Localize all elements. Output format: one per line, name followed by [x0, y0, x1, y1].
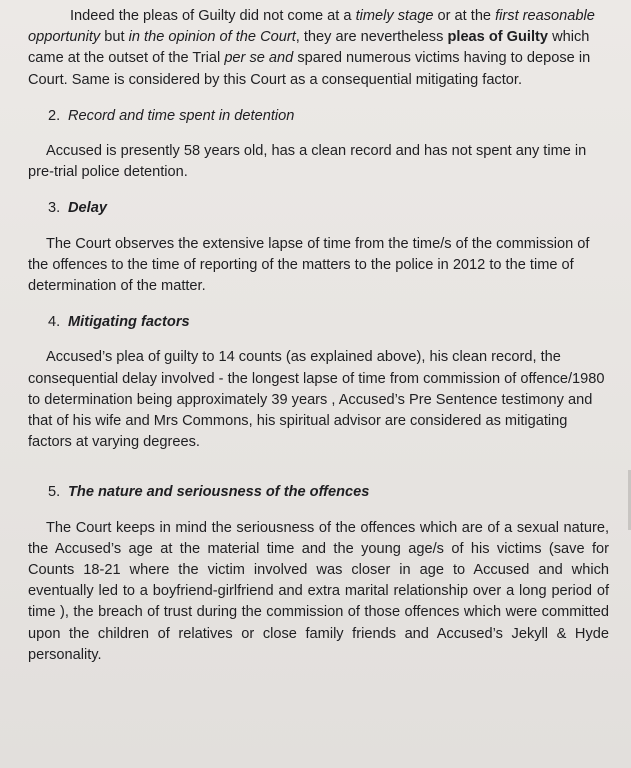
section-number: 3.	[48, 200, 61, 217]
p1-italic-per-se: per se and	[224, 50, 294, 67]
paragraph-guilty-pleas	[28, 6, 609, 91]
paragraph-mitigating: Accused’s plea of guilty to 14 counts (as explained above), his clean record, the consequential delay involved - the longest lapse of time from commission of offence/1980 to determination being approximately 39 years , Accused’s Pre Sentence testimony and that of his wife and Mrs Commons, his spiritual advisor are considered as mitigating factors at varying degrees.	[28, 349, 605, 451]
p1-bold-pleas-guilty: pleas of Guilty	[447, 29, 549, 46]
p1-text-3: but	[100, 29, 129, 46]
section-title: Delay	[68, 200, 107, 217]
p1-text-1: Indeed the pleas of Guilty did not come at a	[70, 8, 356, 24]
paragraph-nature: The Court keeps in mind the seriousness of the offences which are of a sexual nature, the Accused’s age at the material time and the young age/s of his victims (save for Counts 18-21 where the victim involved was closer in age to Accused and which eventually led to a boyfriend-girlfriend and extra marital relationship over a long period of time ), the breach of trust during the commission of those offences which were committed upon the children of relatives or close family friends and Accused’s Jekyll & Hyde personality.	[28, 519, 609, 663]
p1-italic-timely-stage: timely stage	[355, 8, 434, 24]
section-number: 5.	[48, 484, 61, 501]
p1-text-2: or at the	[433, 8, 496, 24]
p1-italic-opinion-court: in the opinion of the Court	[128, 29, 296, 46]
p1-text-5: which came at the outset of the Trial	[28, 29, 590, 67]
p1-text-4: , they are nevertheless	[295, 29, 448, 46]
section-title: Mitigating factors	[68, 314, 190, 331]
p1-italic-first-opportunity: first reasonable opportunity	[28, 8, 595, 46]
section-title: Record and time spent in detention	[68, 107, 295, 124]
p1-text-6: spared numerous victims having to depose in Court. Same is considered by this Court as a consequential mitigating factor.	[28, 50, 591, 88]
section-title: The nature and seriousness of the offences	[68, 484, 370, 501]
section-heading-delay	[28, 198, 609, 219]
section-number: 4.	[48, 314, 61, 331]
paragraph-record: Accused is presently 58 years old, has a clean record and has not spent any time in pre-trial police detention.	[28, 143, 587, 181]
section-heading-nature	[28, 482, 609, 503]
paragraph-delay: The Court observes the extensive lapse of time from the time/s of the commission of the offences to the time of reporting of the matters to the police in 2012 to the time of determination of the matter.	[28, 235, 590, 295]
section-heading-mitigating	[28, 312, 609, 333]
section-number: 2.	[48, 107, 61, 124]
section-heading-record	[28, 106, 609, 127]
spacer	[28, 468, 609, 482]
